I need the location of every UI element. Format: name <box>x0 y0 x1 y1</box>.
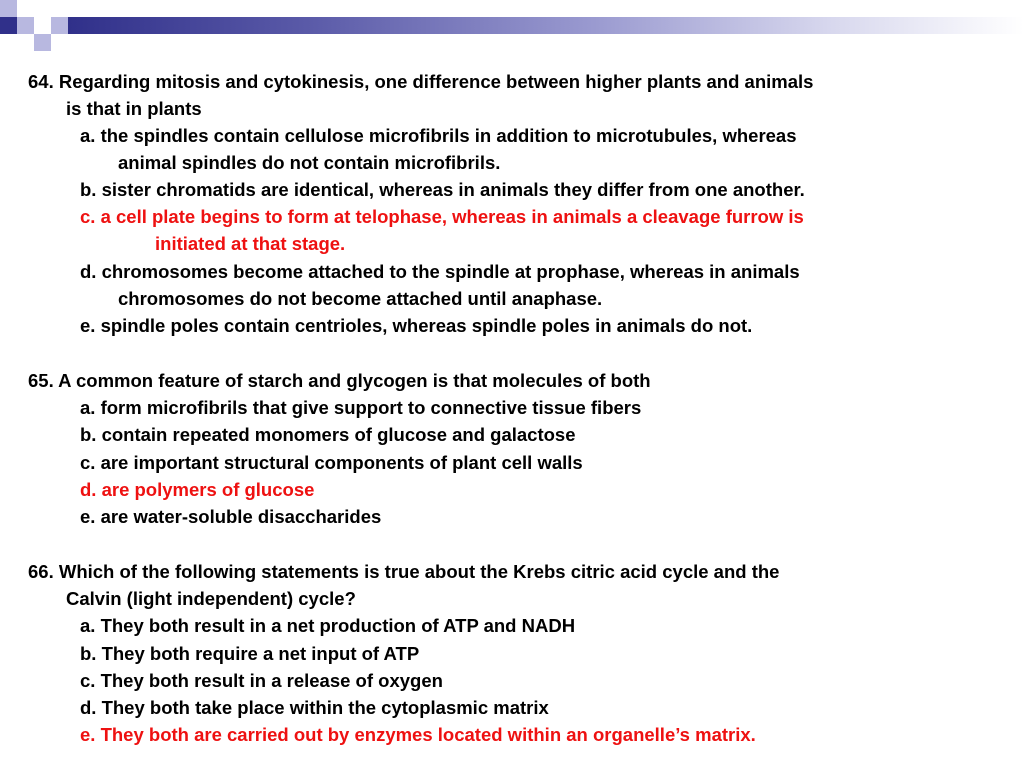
q64-option-a: a. the spindles contain cellulose microfibrils in addition to microtubules, whereas <box>80 125 797 146</box>
q65-option-c: c. are important structural components of plant cell walls <box>80 452 583 473</box>
q66-option-b: b. They both require a net input of ATP <box>80 643 420 664</box>
q64-option-c-correct-cont: initiated at that stage. <box>155 233 346 254</box>
q66-option-a: a. They both result in a net production of ATP and NADH <box>80 615 576 636</box>
q64-option-c-correct: c. a cell plate begins to form at telophase, whereas in animals a cleavage furrow is <box>80 206 804 227</box>
q66-option-d: d. They both take place within the cytoplasmic matrix <box>80 697 549 718</box>
q64-option-d-cont: chromosomes do not become attached until anaphase. <box>118 288 603 309</box>
q64-option-e: e. spindle poles contain centrioles, whereas spindle poles in animals do not. <box>80 315 753 336</box>
decor-square <box>0 0 17 17</box>
q66-stem-line-1: 66. Which of the following statements is true about the Krebs citric acid cycle and the <box>28 561 780 582</box>
q64-stem-line-2: is that in plants <box>66 98 202 119</box>
decor-square <box>17 0 34 17</box>
q64-option-b: b. sister chromatids are identical, whereas in animals they differ from one another. <box>80 179 805 200</box>
decor-square <box>17 34 34 51</box>
q64-option-d: d. chromosomes become attached to the spindle at prophase, whereas in animals <box>80 261 800 282</box>
decor-square <box>17 17 34 34</box>
header-gradient-bar <box>68 17 1024 34</box>
decor-square <box>34 34 51 51</box>
q66-stem-line-2: Calvin (light independent) cycle? <box>66 588 356 609</box>
q64-stem-line-1: 64. Regarding mitosis and cytokinesis, one difference between higher plants and animals <box>28 71 814 92</box>
q65-option-e: e. are water-soluble disaccharides <box>80 506 382 527</box>
slide-header-decoration <box>0 0 1024 60</box>
decor-square <box>34 17 51 34</box>
q66-option-e-correct: e. They both are carried out by enzymes located within an organelle’s matrix. <box>80 724 756 745</box>
decor-square <box>51 17 68 34</box>
q66-option-c: c. They both result in a release of oxygen <box>80 670 443 691</box>
q65-option-b: b. contain repeated monomers of glucose and galactose <box>80 424 576 445</box>
q65-option-d-correct: d. are polymers of glucose <box>80 479 315 500</box>
decor-square <box>0 17 17 34</box>
q65-option-a: a. form microfibrils that give support to connective tissue fibers <box>80 397 642 418</box>
q65-stem: 65. A common feature of starch and glycogen is that molecules of both <box>28 370 651 391</box>
q64-option-a-cont: animal spindles do not contain microfibrils. <box>118 152 501 173</box>
